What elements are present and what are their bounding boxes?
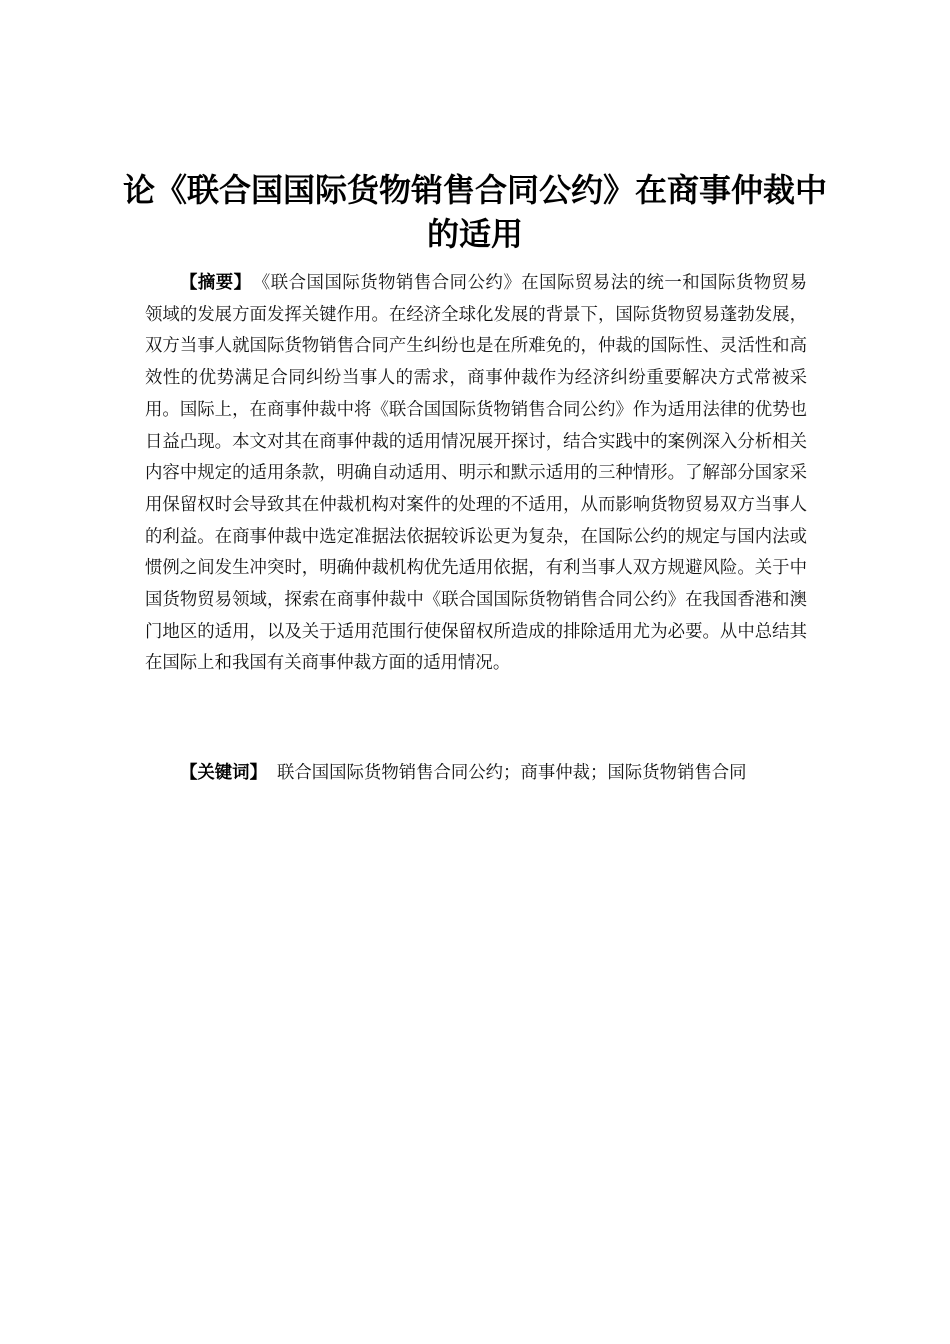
abstract-text: 《联合国国际货物销售合同公约》在国际贸易法的统一和国际货物贸易领域的发展方面发挥关键作用。在经济全球化发展的背景下，国际货物贸易蓬勃发展，双方当事人就国际货物销售合同产生纠纷也是在所难免的，仲裁的国际性、灵活性和高效性的优势满足合同纠纷当事人的需求，商事仲裁作为经济纠纷重要解决方式常被采用。国际上，在商事仲裁中将《联合国国际货物销售合同公约》作为适用法律的优势也日益凸现。本文对其在商事仲裁的适用情况展开探讨，结合实践中的案例深入分析相关内容中规定的适用条款，明确自动适用、明示和默示适用的三种情形。了解部分国家采用保留权时会导致其在仲裁机构对案件的处理的不适用，从而影响货物贸易双方当事人的利益。在商事仲裁中选定准据法依据较诉讼更为复杂，在国际公约的规定与国内法或惯例之间发生冲突时，明确仲裁机构优先适用依据，有利当事人双方规避风险。关于中国货物贸易领域，探索在商事仲裁中《联合国国际货物销售合同公约》在我国香港和澳门地区的适用，以及关于适用范围行使保留权所造成的排除适用尤为必要。从中总结其在国际上和我国有关商事仲裁方面的适用情况。 bbox=[145, 273, 807, 674]
document-title: 论《联合国国际货物销售合同公约》在商事仲裁中的适用 bbox=[122, 171, 827, 253]
keywords-label: 【关键词】 bbox=[180, 763, 267, 783]
keywords-paragraph bbox=[145, 758, 815, 789]
abstract-label: 【摘要】 bbox=[180, 273, 252, 293]
keywords-text: 联合国国际货物销售合同公约；商事仲裁；国际货物销售合同 bbox=[276, 763, 747, 783]
abstract-paragraph bbox=[145, 268, 807, 680]
